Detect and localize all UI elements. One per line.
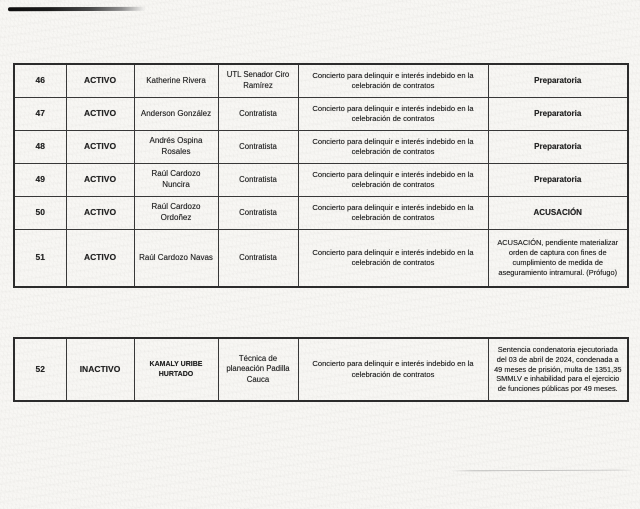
cell-record-number: 47 xyxy=(14,98,66,131)
table-row xyxy=(14,197,628,230)
cell-record-number: 49 xyxy=(14,164,66,197)
cell-status: INACTIVO xyxy=(66,338,134,401)
scan-artifact-streak xyxy=(8,7,146,11)
cell-position: Contratista xyxy=(218,131,298,164)
scan-artifact-faint-line xyxy=(450,470,635,472)
cell-record-number: 46 xyxy=(14,64,66,98)
record-table-52 xyxy=(13,337,629,402)
cell-position: Contratista xyxy=(218,98,298,131)
cell-position: Técnica de planeación Padilla Cauca xyxy=(218,338,298,401)
cell-position: Contratista xyxy=(218,197,298,230)
cell-person-name: Raúl Cardozo Navas xyxy=(134,230,218,288)
cell-record-number: 52 xyxy=(14,338,66,401)
cell-charge: Concierto para delinquir e interés indebido en la celebración de contratos xyxy=(298,164,488,197)
cell-charge: Concierto para delinquir e interés indebido en la celebración de contratos xyxy=(298,131,488,164)
cell-status: ACTIVO xyxy=(66,131,134,164)
cell-record-number: 48 xyxy=(14,131,66,164)
cell-person-name: KAMALY URIBE HURTADO xyxy=(134,338,218,401)
cell-person-name: Andrés Ospina Rosales xyxy=(134,131,218,164)
cell-charge: Concierto para delinquir e interés indebido en la celebración de contratos xyxy=(298,197,488,230)
cell-status: ACTIVO xyxy=(66,64,134,98)
cell-person-name: Raúl Cardozo Ordoñez xyxy=(134,197,218,230)
records-table-46-51 xyxy=(13,63,629,288)
cell-stage: Preparatoria xyxy=(488,164,628,197)
table-row xyxy=(14,98,628,131)
cell-charge: Concierto para delinquir e interés indebido en la celebración de contratos xyxy=(298,98,488,131)
cell-charge: Concierto para delinquir e interés indebido en la celebración de contratos xyxy=(298,64,488,98)
cell-person-name: Anderson González xyxy=(134,98,218,131)
cell-status: ACTIVO xyxy=(66,98,134,131)
table-row xyxy=(14,338,628,401)
cell-charge: Concierto para delinquir e interés indebido en la celebración de contratos xyxy=(298,230,488,288)
table-row xyxy=(14,131,628,164)
table-row xyxy=(14,64,628,98)
cell-stage: Preparatoria xyxy=(488,98,628,131)
cell-status: ACTIVO xyxy=(66,197,134,230)
cell-position: Contratista xyxy=(218,164,298,197)
cell-stage: Preparatoria xyxy=(488,64,628,98)
cell-status: ACTIVO xyxy=(66,230,134,288)
cell-person-name: Raúl Cardozo Nuncira xyxy=(134,164,218,197)
cell-person-name: Katherine Rivera xyxy=(134,64,218,98)
cell-record-number: 50 xyxy=(14,197,66,230)
cell-position: UTL Senador Ciro Ramírez xyxy=(218,64,298,98)
cell-position: Contratista xyxy=(218,230,298,288)
cell-stage: Sentencia condenatoria ejecutoriada del 03 de abril de 2024, condenada a 49 meses de prisión, multa de 1351,35 SMMLV e inhabilidad para el ejercicio de funciones públicas por 49 meses. xyxy=(488,338,628,401)
cell-stage: ACUSACIÓN, pendiente materializar orden de captura con fines de cumplimiento de medida de aseguramiento intramural. (Prófugo) xyxy=(488,230,628,288)
cell-charge: Concierto para delinquir e interés indebido en la celebración de contratos xyxy=(298,338,488,401)
table-row xyxy=(14,164,628,197)
cell-stage: Preparatoria xyxy=(488,131,628,164)
cell-record-number: 51 xyxy=(14,230,66,288)
table-row xyxy=(14,230,628,288)
cell-status: ACTIVO xyxy=(66,164,134,197)
cell-stage: ACUSACIÓN xyxy=(488,197,628,230)
